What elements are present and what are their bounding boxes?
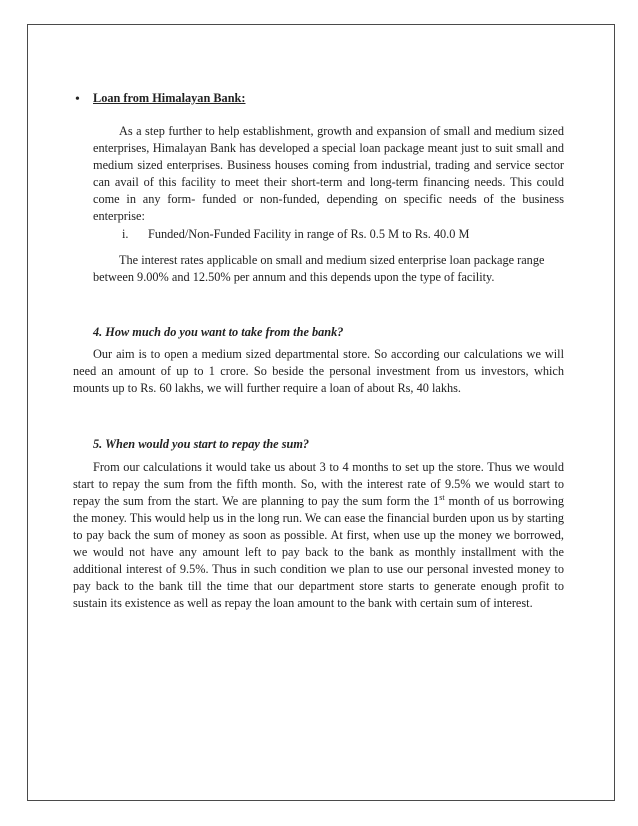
section-title-himalayan-loan: Loan from Himalayan Bank: <box>93 91 246 105</box>
superscript-st: st <box>439 492 445 502</box>
paragraph-loan-description: As a step further to help establishment, growth and expansion of small and medium sized enterprises, Himalayan Bank has developed a special loan package meant just to suit small and medium sized enterprises. Business houses coming from industrial, trading and service sector can avail of this facility to meet their short-term and long-term financing needs. This could come in any form- funded or non-funded, depending on specific needs of the business enterprise: <box>93 124 564 223</box>
heading-question-4: 4. How much do you want to take from the bank? <box>93 325 344 339</box>
paragraph-loan-amount: Our aim is to open a medium sized departmental store. So according our calculations we will need an amount of up to 1 crore. So beside the personal investment from us investors, which mounts up to Rs. 60 lakhs, we will further require a loan of about Rs, 40 lakhs. <box>73 347 564 395</box>
bullet-icon: • <box>75 92 80 107</box>
list-item-facility: Funded/Non-Funded Facility in range of Rs. 0.5 M to Rs. 40.0 M <box>148 227 470 241</box>
list-numeral: i. <box>122 227 129 241</box>
repayment-text-part2: month of us borrowing the money. This would help us in the long run. We can ease the financial burden upon us by starting to pay back the sum of money as soon as possible. At first, when use up the money we borrowed, we would not have any amount left to pay back to the bank as monthly installment with the additional interest of 9.5%. Thus in such condition we plan to use our personal invested money to pay back to the bank till the time that our department store starts to generate enough profit to sustain its existence as well as repay the loan amount to the bank with certain sum of interest. <box>73 494 564 610</box>
repayment-text-part1: From our calculations it would take us about 3 to 4 months to set up the store. Thus we would start to repay the sum from the fifth month. So, with the interest rate of 9.5% we would start to repay the sum from the start. We are planning to pay the sum form the 1 <box>73 460 564 508</box>
paragraph-repayment <box>73 459 564 612</box>
heading-question-5: 5. When would you start to repay the sum? <box>93 437 310 451</box>
paragraph-interest-rates: The interest rates applicable on small and medium sized enterprise loan package range between 9.00% and 12.50% per annum and this depends upon the type of facility. <box>93 253 545 284</box>
